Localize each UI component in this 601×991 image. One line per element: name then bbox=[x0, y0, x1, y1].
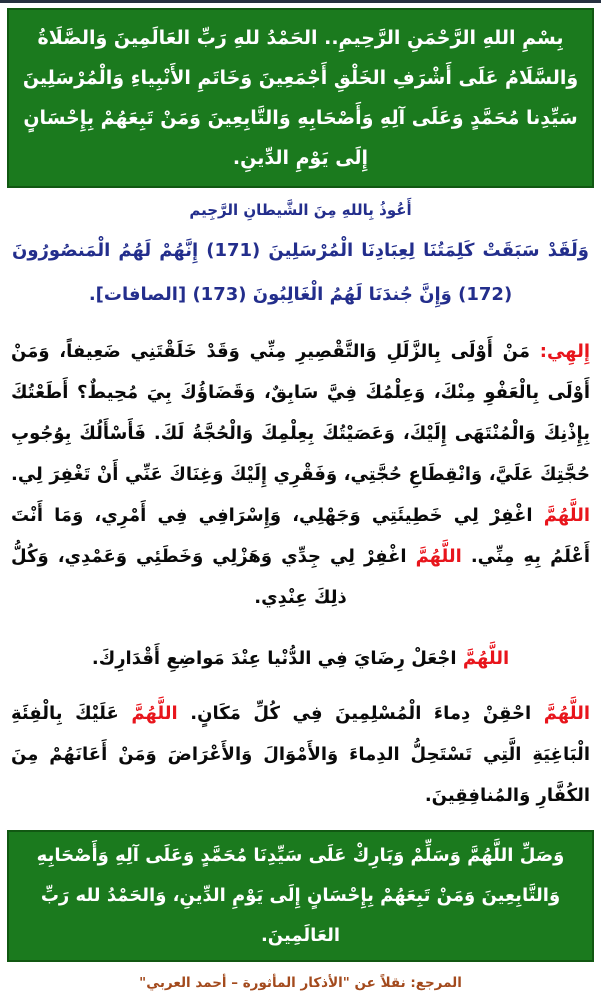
dua-section bbox=[0, 331, 601, 816]
dua-text: اجْعَلْ رِضَايَ فِي الدُّنْيا عِنْدَ مَواضِعِ أَقْدَارِكَ. bbox=[91, 648, 463, 669]
dua-paragraph bbox=[0, 331, 601, 618]
closing-salawat-text: وَصَلِّ اللَّهُمَّ وَسَلِّمْ وَبَارِكْ عَلَى سَيِّدِنَا مُحَمَّدٍ وَعَلَى آلِهِ وَأَصْحَابِهِ وَالتَّابِعِينَ وَمَنْ تَبِعَهُمْ بِإِحْسَانٍ إِلَى يَوْمِ الدِّينِ، وَالحَمْدُ لله رَبِّ العَالَمِينَ. bbox=[36, 845, 565, 946]
opening-praise-banner bbox=[7, 8, 594, 188]
divine-address-highlight: اللَّهُمَّ bbox=[462, 648, 510, 669]
dua-text: احْقِنْ دِماءَ الْمُسْلِمِينَ فِي كُلِّ مَكَانٍ. bbox=[177, 703, 544, 724]
taawwudh-line: أَعُوذُ بِاللهِ مِنَ الشَّيطانِ الرَّجِيم bbox=[189, 201, 412, 219]
divine-address-highlight: إِلهِي: bbox=[530, 341, 590, 362]
top-border-rule bbox=[0, 0, 601, 3]
divine-address-highlight: اللَّهُمَّ bbox=[543, 703, 591, 724]
divine-address-highlight: اللَّهُمَّ bbox=[131, 703, 178, 724]
quran-verse: وَلَقَدْ سَبَقَتْ كَلِمَتُنَا لِعِبَادِنَا الْمُرْسَلِينَ (171) إِنَّهُمْ لَهُمُ الْمَنصُورُونَ (172) وَإِنَّ جُندَنَا لَهُمُ الْغَالِبُونَ (173) [الصافات]. bbox=[12, 240, 589, 305]
dua-text: مَنْ أَوْلَى بِالزَّلَلِ وَالتَّقْصِيرِ مِنِّي وَقَدْ خَلَقْتَنِي ضَعِيفاً، وَمَنْ أَوْلَى بِالْعَفْوِ مِنْكَ، وَعِلْمُكَ فِيَّ سَابِقٌ، وَقَضَاؤُكَ بِيَ مُحِيطٌ؟ أَطَعْتُكَ بِإِذْنِكَ وَالْمُنْتَهَى إِلَيْكَ، وَعَصَيْتُكَ بِعِلْمِكَ وَالْحُجَّةُ لَكَ. فَأَسْأَلُكَ بِوُجُوبِ حُجَّتِكَ عَلَيَّ، وَانْقِطَاعِ حُجَّتِي، وَفَقْرِي إِلَيْكَ وَغِنَاكَ عَنِّي أَنْ تَغْفِرَ لِي. bbox=[11, 341, 590, 485]
source-reference bbox=[0, 975, 601, 991]
dua-paragraph bbox=[0, 638, 601, 679]
dua-paragraph bbox=[0, 693, 601, 816]
dua-text: عَلَيْكَ بِالْفِئَةِ الْبَاغِيَةِ الَّتِي تَسْتَحِلُّ الدِماءَ وَالأَمْوَالَ وَالأَعْرَاضَ وَمَنْ أَعَانَهُمْ مِنَ الكُفَّارِ وَالمُنافِقِينَ. bbox=[11, 703, 590, 806]
opening-praise-text: بِسْمِ اللهِ الرَّحْمَنِ الرَّحِيمِ.. الحَمْدُ للهِ رَبِّ العَالَمِينَ وَالصَّلَاةُ وَالسَّلَامُ عَلَى أَشْرَفِ الخَلْقِ أَجْمَعِينَ وَخَاتَمِ الأَنْبِياءِ وَالْمُرْسَلِينَ سَيِّدِنا مُحَمَّدٍ وَعَلَى آلِهِ وَأَصْحَابِهِ وَالتَّابِعِينَ وَمَنْ تَبِعَهُمْ بِإِحْسَانٍ إِلَى يَوْمِ الدِّينِ. bbox=[22, 27, 579, 169]
closing-salawat-banner bbox=[7, 830, 594, 962]
dua-text: اغْفِرْ لِي خَطِيئَتِي وَجَهْلِي، وَإِسْرَافِي فِي أَمْرِي، وَمَا أَنْتَ أَعْلَمُ بِهِ مِنِّي. bbox=[11, 505, 590, 567]
divine-address-highlight: اللَّهُمَّ bbox=[415, 546, 462, 567]
source-reference-text: المرجع: نقلاً عن "الأذكار المأثورة – أحمد العربي" bbox=[139, 975, 462, 991]
dua-text: اغْفِرْ لِي جِدِّي وَهَزْلِي وَخَطَئِي وَعَمْدِي، وَكُلُّ ذلِكَ عِنْدِي. bbox=[11, 546, 416, 608]
divine-address-highlight: اللَّهُمَّ bbox=[543, 505, 590, 526]
